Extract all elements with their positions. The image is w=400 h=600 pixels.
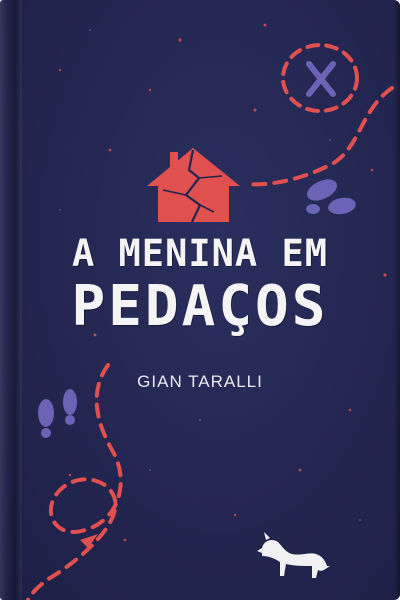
book-title-line-2: PEDAÇOS (71, 274, 329, 339)
broken-house-icon (147, 148, 240, 222)
book-edge-shadow (394, 0, 400, 600)
dashed-trail-top (245, 88, 392, 184)
arrow-head-icon (80, 534, 98, 548)
book-title-line-1: A MENINA EM (71, 232, 329, 275)
footprints-icon (38, 389, 77, 438)
book-author: GIAN TARALLI (137, 372, 263, 391)
footprints-icon (304, 175, 357, 216)
dog-icon (257, 532, 330, 578)
treasure-x-mark-icon (283, 45, 357, 111)
